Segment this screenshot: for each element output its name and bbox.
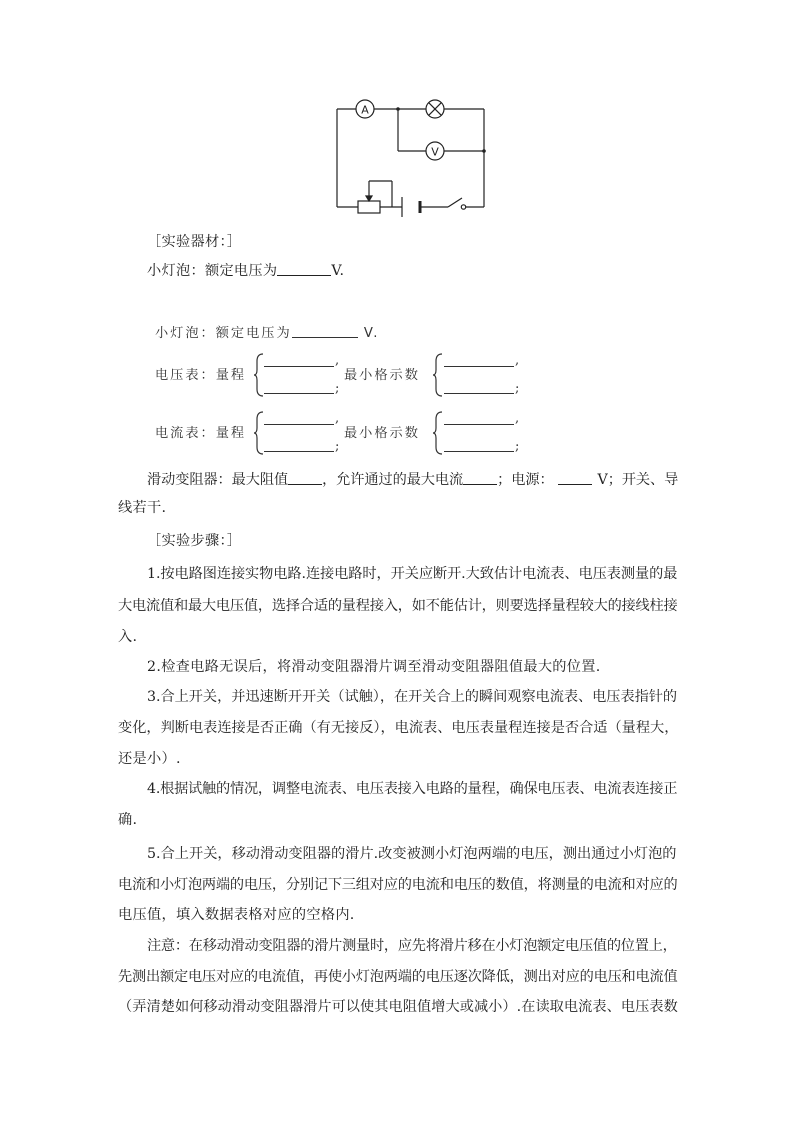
bulb-voltage-suffix: V. — [331, 263, 345, 279]
bulb-voltage-prefix: 小灯泡：额定电压为 — [147, 263, 278, 279]
ammeter-division-blank-2[interactable] — [444, 451, 514, 452]
rheostat-part4: V；开关、导 — [597, 472, 679, 488]
image-bulb-unit: V. — [363, 326, 380, 341]
step-4-line-1: 4.根据试触的情况，调整电流表、电压表接入电路的量程，确保电压表、电流表连接正 — [147, 781, 678, 797]
step-1-line-1: 1.按电路图连接实物电路.连接电路时，开关应断开.大致估计电流表、电压表测量的最 — [147, 566, 678, 582]
left-brace-icon — [433, 411, 443, 455]
ammeter-division-blank-1[interactable] — [444, 424, 514, 425]
ammeter-range-label: 电流表：量程 — [155, 426, 247, 441]
junction-dot — [482, 149, 486, 153]
comma-mark: , — [515, 411, 520, 426]
note-line-1: 注意：在移动滑动变阻器的滑片测量时，应先将滑片移在小灯泡额定电压值的位置上， — [147, 938, 677, 954]
left-brace-icon — [433, 353, 443, 397]
comma-mark: , — [335, 411, 340, 426]
left-brace-icon — [254, 411, 264, 455]
step-3-line-3: 还是小）. — [118, 751, 181, 767]
semicolon-mark: ; — [515, 439, 520, 454]
battery-symbol — [402, 197, 420, 217]
comma-mark: , — [515, 353, 520, 368]
equipment-header: ［实验器材：］ — [147, 234, 242, 250]
step-4-line-2: 确. — [118, 812, 138, 828]
rheostat-line — [147, 469, 678, 489]
bulb-voltage-blank[interactable] — [277, 261, 331, 276]
step-5-line-3: 电压值，填入数据表格对应的空格内. — [118, 907, 355, 923]
voltmeter-range-blank-1[interactable] — [264, 366, 334, 367]
rheostat-part2: ，允许通过的最大电流 — [322, 472, 464, 488]
junction-dot — [396, 107, 400, 111]
comma-mark: , — [335, 353, 340, 368]
rheostat-symbol — [358, 181, 392, 213]
meter-range-image — [150, 315, 540, 465]
image-bulb-text: 小灯泡：额定电压为 — [155, 326, 292, 341]
bulb-symbol — [426, 100, 444, 118]
voltmeter-min-division-label: 最小格示数 — [344, 368, 420, 383]
step-3-line-1: 3.合上开关，并迅速断开开关（试触），在开关合上的瞬间观察电流表、电压表指针的 — [147, 689, 678, 705]
power-voltage-blank[interactable] — [558, 470, 592, 485]
rheostat-current-blank[interactable] — [463, 470, 497, 485]
step-3-line-2: 变化，判断电表连接是否正确（有无接反），电流表、电压表量程连接是否合适（量程大， — [118, 720, 679, 736]
step-1-line-3: 入. — [118, 629, 138, 645]
ammeter-min-division-label: 最小格示数 — [344, 426, 420, 441]
note-line-3: （弄清楚如何移动滑动变阻器滑片可以使其电阻值增大或减小）.在读取电流表、电压表数 — [118, 999, 678, 1015]
voltmeter-range-label: 电压表：量程 — [155, 368, 247, 383]
semicolon-mark: ; — [335, 439, 340, 454]
step-2-line-1: 2.检查电路无误后，将滑动变阻器滑片调至滑动变阻器阻值最大的位置. — [147, 659, 601, 675]
switch-symbol — [448, 198, 466, 209]
rheostat-line-cont: 线若干. — [118, 500, 167, 516]
voltmeter-symbol — [426, 142, 444, 160]
steps-header: ［实验步骤：］ — [147, 533, 242, 549]
image-bulb-blank[interactable] — [292, 323, 358, 338]
rheostat-part3: ；电源： — [497, 472, 554, 488]
ammeter-range-blank-1[interactable] — [264, 424, 334, 425]
left-brace-icon — [254, 353, 264, 397]
rheostat-part1: 滑动变阻器：最大阻值 — [147, 472, 289, 488]
circuit-diagram — [330, 95, 495, 220]
voltmeter-letter: V — [431, 145, 439, 159]
step-5-line-2: 电流和小灯泡两端的电压，分别记下三组对应的电流和电压的数值，将测量的电流和对应的 — [118, 877, 678, 893]
ammeter-letter: A — [361, 103, 369, 117]
note-line-2: 先测出额定电压对应的电流值，再使小灯泡两端的电压逐次降低，测出对应的电压和电流值 — [118, 969, 678, 985]
voltmeter-division-blank-1[interactable] — [444, 366, 514, 367]
semicolon-mark: ; — [515, 381, 520, 396]
step-1-line-2: 大电流值和最大电压值，选择合适的量程接入，如不能估计，则要选择量程较大的接线柱接 — [118, 598, 678, 614]
voltmeter-range-blank-2[interactable] — [264, 393, 334, 394]
rheostat-resistance-blank[interactable] — [288, 470, 322, 485]
voltmeter-division-blank-2[interactable] — [444, 393, 514, 394]
ammeter-symbol — [356, 100, 374, 118]
ammeter-range-blank-2[interactable] — [264, 451, 334, 452]
bulb-voltage-line — [147, 260, 344, 280]
semicolon-mark: ; — [335, 381, 340, 396]
step-5-line-1: 5.合上开关，移动滑动变阻器的滑片.改变被测小灯泡两端的电压，测出通过小灯泡的 — [147, 846, 677, 862]
